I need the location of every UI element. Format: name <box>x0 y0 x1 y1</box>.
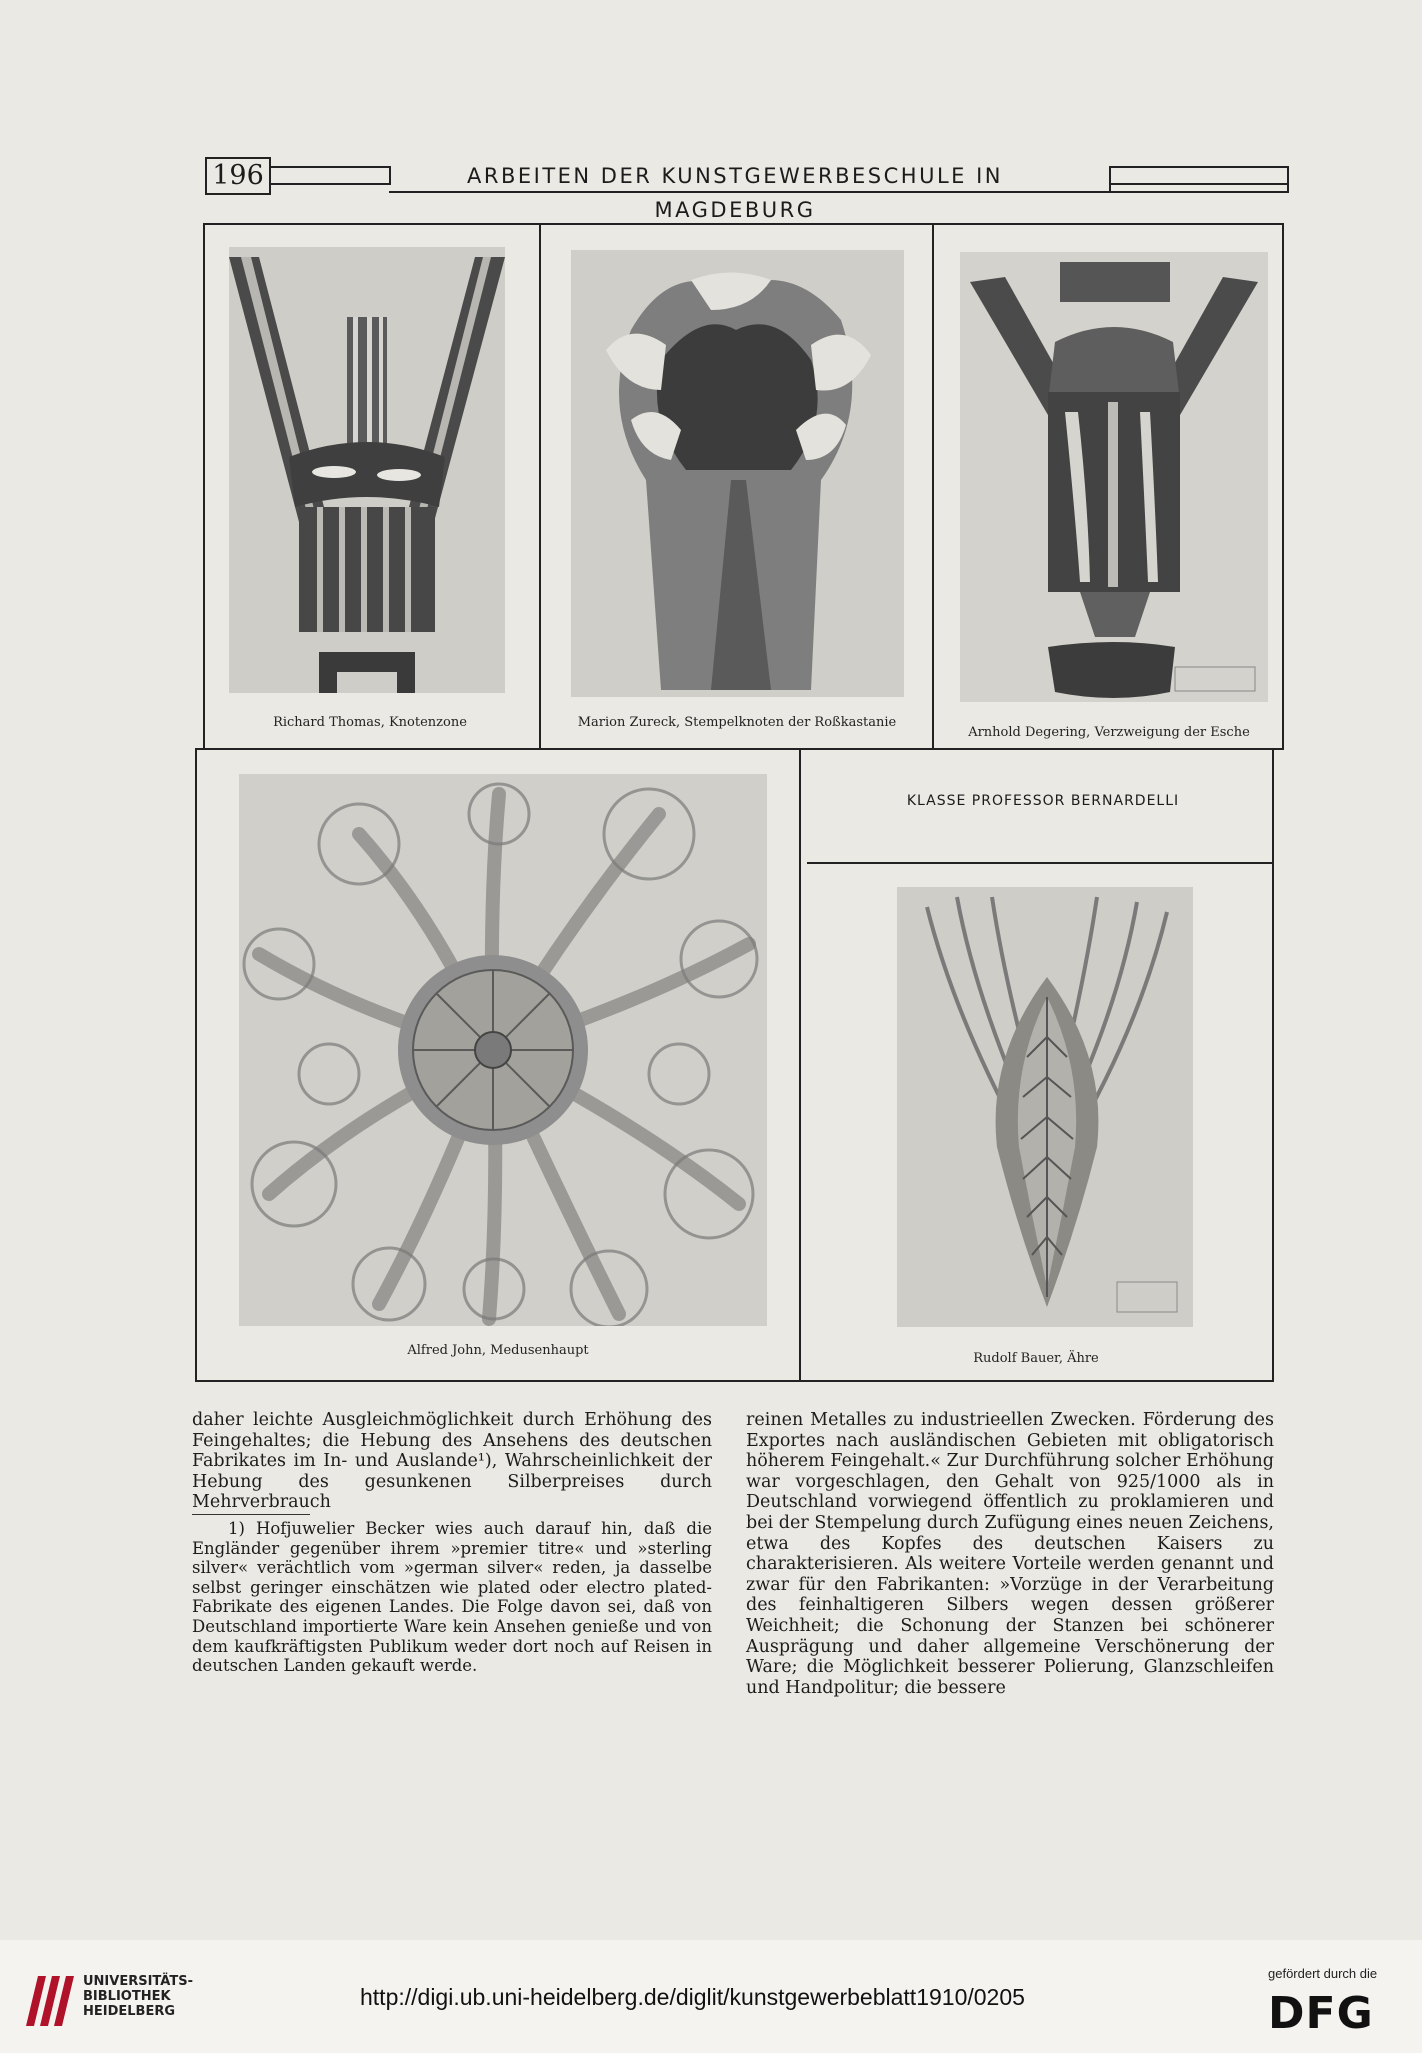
page-number: 196 <box>205 157 271 195</box>
dfg-logo: DFG <box>1268 1988 1374 2039</box>
head-rule <box>1287 166 1289 193</box>
head-rule <box>1109 166 1111 193</box>
head-rule <box>1109 183 1289 185</box>
head-rule <box>389 191 1289 193</box>
class-label: KLASSE PROFESSOR BERNARDELLI <box>906 793 1180 809</box>
running-head-title: ARBEITEN DER KUNSTGEWERBESCHULE IN MAGDEBURG <box>467 164 1003 222</box>
right-column-text: reinen Metalles zu industrieellen Zwecken. Förderung des Exportes nach ausländischen Gebieten mit obligatorisch höherem Feingehalt.« Zur Durchführung solcher Erhöhung war vorgeschlagen, den Gehalt von 925/1000 als in Deutschland vorwiegend öffentlich zu proklamieren und bei der Stempelung durch Zufügung eines neuen Zeichens, etwa des Kopfes des deutschen Kaisers zu charakterisieren. Als weitere Vorteile werden genannt und zwar für den Fabrikanten: »Vorzüge in der Verarbeitung des feinhaltigeren Silbers wegen dessen größerer Weichheit; die Schonung der Stanzen bei schönerer Ausprägung und daher allgemeine Verschönerung der Ware; die Möglichkeit besserer Polierung, Glanzschleifen und Handpolitur; die bessere <box>746 1410 1274 1698</box>
plate-divider <box>807 862 1274 864</box>
artwork-knotenzone <box>229 247 505 693</box>
left-column-text: daher leichte Ausgleichmöglichkeit durch Erhöhung des Feingehaltes; die Hebung des Ansehens des deutschen Fabrikates im In- und Auslande¹), Wahrscheinlichkeit der Hebung des gesunkenen Silberpreises durch Mehrverbrauch <box>192 1410 712 1513</box>
university-library-logo-icon <box>16 1966 76 2036</box>
caption-medusenhaupt: Alfred John, Medusenhaupt <box>407 1343 589 1358</box>
footnote-text: 1) Hofjuwelier Becker wies auch darauf hin, daß die Engländer gegenüber ihrem »premier titre« und »sterling silver« verächtlich vom »german silver« reden, ja dasselbe selbst geringer einschätzen wie plated oder electro plated-Fabrikate des eigenen Landes. Die Folge davon sei, daß von Deutschland importierte Ware kein Ansehen genieße und von dem kaufkräftigsten Publikum weder dort noch auf Reisen in deutschen Landen gekauft werde. <box>192 1519 712 1676</box>
caption-knotenzone: Richard Thomas, Knotenzone <box>273 715 467 730</box>
right-column <box>746 1410 1274 1698</box>
library-name-line: HEIDELBERG <box>83 2004 176 2019</box>
head-rule <box>269 166 389 168</box>
footer-bar <box>0 1940 1422 2053</box>
artwork-stempelknoten <box>571 250 904 697</box>
artwork-verzweigung <box>960 252 1268 702</box>
caption-stempelknoten: Marion Zureck, Stempelknoten der Roßkastanie <box>577 715 897 730</box>
artwork-medusenhaupt <box>239 774 767 1326</box>
head-rule <box>269 183 389 185</box>
head-rule <box>1109 166 1289 168</box>
footnote <box>192 1519 712 1676</box>
head-rule <box>389 166 391 185</box>
artwork-aehre <box>897 887 1193 1327</box>
left-column <box>192 1410 712 1513</box>
running-head <box>205 157 1288 222</box>
library-name <box>83 1974 193 2019</box>
source-url-link[interactable]: http://digi.ub.uni-heidelberg.de/diglit/kunstgewerbeblatt1910/0205 <box>360 1984 1025 2010</box>
footnote-rule <box>192 1514 310 1515</box>
library-name-line: UNIVERSITÄTS- <box>83 1974 193 1989</box>
caption-verzweigung: Arnhold Degering, Verzweigung der Esche <box>968 725 1250 740</box>
library-name-line: BIBLIOTHEK <box>83 1989 171 2004</box>
funding-note: gefördert durch die <box>1268 1966 1378 1981</box>
caption-aehre: Rudolf Bauer, Ähre <box>973 1351 1099 1366</box>
